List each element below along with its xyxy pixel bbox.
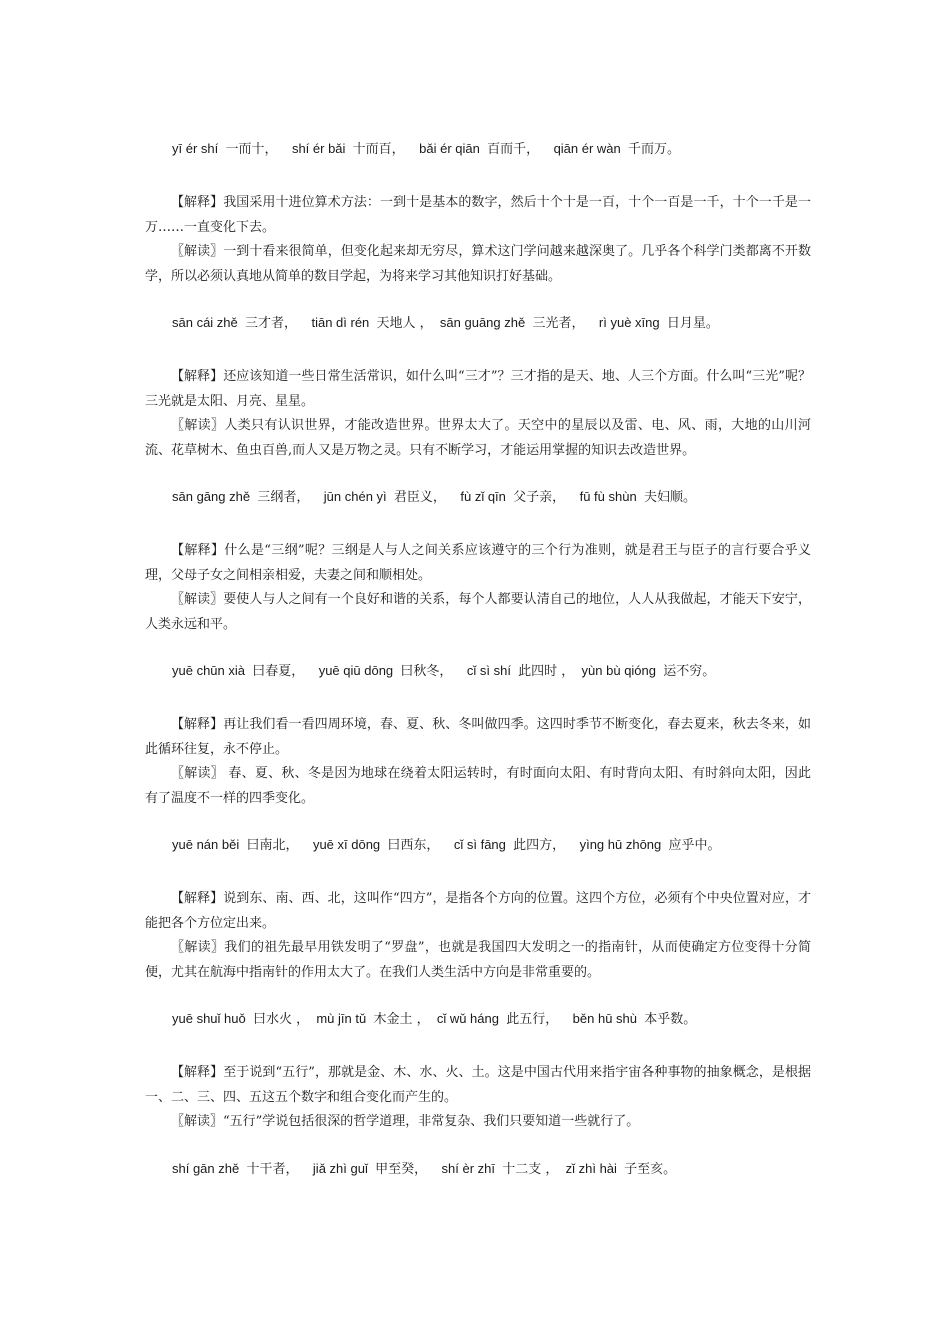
pinyin: tiān dì rén bbox=[311, 315, 370, 330]
hanzi: 此四方， bbox=[513, 838, 566, 853]
document-page bbox=[145, 139, 811, 1180]
explanation-paragraph: 【解释】再让我们看一看四周环境，春、夏、秋、冬叫做四季。这四时季节不断变化，春去夏来，秋去冬来，如此循环往复，永不停止。 bbox=[145, 717, 811, 757]
interpretation-paragraph: 〖解读〗 春、夏、秋、冬是因为地球在绕着太阳运转时，有时面向太阳、有时背向太阳、有时斜向太阳，因此有了温度不一样的四季变化。 bbox=[145, 766, 811, 806]
hanzi: 甲至癸， bbox=[375, 1161, 428, 1177]
verse-line bbox=[145, 1159, 811, 1180]
pinyin: fù zǐ qīn bbox=[460, 489, 506, 504]
pinyin: cǐ sì shí bbox=[466, 663, 511, 678]
pinyin: shí gān zhě bbox=[172, 1160, 240, 1176]
hanzi: 三纲者， bbox=[257, 490, 310, 505]
hanzi: 运不穷。 bbox=[663, 664, 716, 679]
verse-line bbox=[145, 487, 811, 508]
hanzi: 百而千， bbox=[487, 142, 540, 157]
hanzi: 十二支 ， bbox=[502, 1161, 559, 1177]
hanzi: 曰春夏， bbox=[252, 664, 305, 679]
pinyin: yuē qiū dōng bbox=[318, 663, 394, 678]
explanation-paragraph: 【解释】至于说到“五行”，那就是金、木、水、火、土。这是中国古代用来指宇宙各种事物的抽象概念，是根据一、二、三、四、五这五个数字和组合变化而产生的。 bbox=[145, 1065, 811, 1105]
pinyin: cǐ sì fāng bbox=[453, 837, 506, 852]
verse-line bbox=[145, 139, 811, 160]
pinyin: běn hū shù bbox=[572, 1011, 638, 1026]
explanation-paragraph: 【解释】什么是“三纲”呢？三纲是人与人之间关系应该遵守的三个行为准则，就是君王与臣子的言行要合乎义理，父母子女之间相亲相爱，夫妻之间和顺相处。 bbox=[145, 543, 811, 583]
hanzi: 此四时 ， bbox=[518, 664, 575, 679]
interpretation-paragraph: 〖解读〗一到十看来很简单，但变化起来却无穷尽，算术这门学问越来越深奥了。几乎各个科学门类都离不开数学，所以必须认真地从简单的数目学起，为将来学习其他知识打好基础。 bbox=[145, 244, 811, 284]
hanzi: 君臣义， bbox=[393, 490, 446, 505]
pinyin: mù jīn tǔ bbox=[316, 1011, 367, 1026]
hanzi: 曰南北， bbox=[246, 838, 299, 853]
interpretation-paragraph: 〖解读〗人类只有认识世界，才能改造世界。世界太大了。天空中的星辰以及雷、电、风、雨，大地的山川河流、花草树木、鱼虫百兽,而人又是万物之灵。只有不断学习，才能运用掌握的知识去改造世界。 bbox=[145, 418, 811, 458]
pinyin: sān gāng zhě bbox=[172, 489, 251, 504]
verse-line bbox=[145, 661, 811, 682]
verse-line bbox=[145, 1009, 811, 1030]
explanation-paragraph: 【解释】我国采用十进位算术方法：一到十是基本的数字，然后十个十是一百，十个一百是一千，十个一千是一万……一直变化下去。 bbox=[145, 195, 811, 235]
hanzi: 父子亲， bbox=[513, 490, 566, 505]
pinyin: sān guāng zhě bbox=[439, 315, 526, 330]
pinyin: yuē nán běi bbox=[172, 837, 240, 852]
hanzi: 本乎数。 bbox=[644, 1012, 697, 1027]
hanzi: 此五行， bbox=[506, 1012, 559, 1027]
hanzi: 天地人 ， bbox=[376, 316, 433, 331]
hanzi: 曰西东， bbox=[387, 838, 440, 853]
pinyin: yuē shuǐ huǒ bbox=[172, 1011, 246, 1026]
explanation-paragraph: 【解释】说到东、南、西、北，这叫作“四方”，是指各个方向的位置。这四个方位，必须有个中央位置对应，才能把各个方位定出来。 bbox=[145, 891, 811, 931]
hanzi: 日月星。 bbox=[666, 316, 719, 331]
hanzi: 夫妇顺。 bbox=[643, 490, 696, 505]
hanzi: 一而十， bbox=[225, 142, 278, 157]
hanzi: 三才者， bbox=[245, 316, 298, 331]
pinyin: jūn chén yì bbox=[323, 489, 387, 504]
verse-line bbox=[145, 313, 811, 334]
pinyin: cǐ wǔ háng bbox=[436, 1011, 499, 1026]
hanzi: 十而百， bbox=[352, 142, 405, 157]
pinyin: qiān ér wàn bbox=[553, 141, 621, 156]
pinyin: yuē xī dōng bbox=[312, 837, 381, 852]
hanzi: 十干者， bbox=[246, 1161, 299, 1177]
pinyin: yī ér shí bbox=[172, 141, 219, 156]
explanation-paragraph: 【解释】还应该知道一些日常生活常识，如什么叫“三才”？三才指的是天、地、人三个方面。什么叫“三光”呢？三光就是太阳、月亮、星星。 bbox=[145, 369, 811, 409]
pinyin: zǐ zhì hài bbox=[565, 1160, 617, 1176]
hanzi: 曰秋冬， bbox=[400, 664, 453, 679]
pinyin: bǎi ér qiān bbox=[419, 141, 480, 156]
hanzi: 木金土 ， bbox=[373, 1012, 430, 1027]
pinyin: shí ér bǎi bbox=[291, 141, 346, 156]
pinyin: rì yuè xīng bbox=[598, 315, 660, 330]
verse-line bbox=[145, 835, 811, 856]
hanzi: 子至亥。 bbox=[624, 1161, 677, 1177]
pinyin: yìng hū zhōng bbox=[579, 837, 662, 852]
hanzi: 千而万。 bbox=[628, 142, 681, 157]
interpretation-paragraph: 〖解读〗我们的祖先最早用铁发明了“罗盘”，也就是我国四大发明之一的指南针，从而使确定方位变得十分简便，尤其在航海中指南针的作用太大了。在我们人类生活中方向是非常重要的。 bbox=[145, 940, 811, 980]
pinyin: jiǎ zhì guǐ bbox=[312, 1160, 368, 1176]
interpretation-paragraph: 〖解读〗要使人与人之间有一个良好和谐的关系，每个人都要认清自己的地位，人人从我做起，才能天下安宁，人类永远和平。 bbox=[145, 592, 811, 632]
hanzi: 曰水火 ， bbox=[252, 1012, 310, 1027]
hanzi: 三光者， bbox=[532, 316, 585, 331]
pinyin: shí èr zhī bbox=[441, 1160, 496, 1176]
pinyin: sān cái zhě bbox=[172, 315, 238, 330]
hanzi: 应乎中。 bbox=[668, 838, 721, 853]
pinyin: fū fù shùn bbox=[579, 489, 637, 504]
pinyin: yùn bù qióng bbox=[581, 663, 656, 678]
interpretation-paragraph: 〖解读〗“五行”学说包括很深的哲学道理，非常复杂、我们只要知道一些就行了。 bbox=[171, 1114, 640, 1129]
pinyin: yuē chūn xià bbox=[172, 663, 245, 678]
